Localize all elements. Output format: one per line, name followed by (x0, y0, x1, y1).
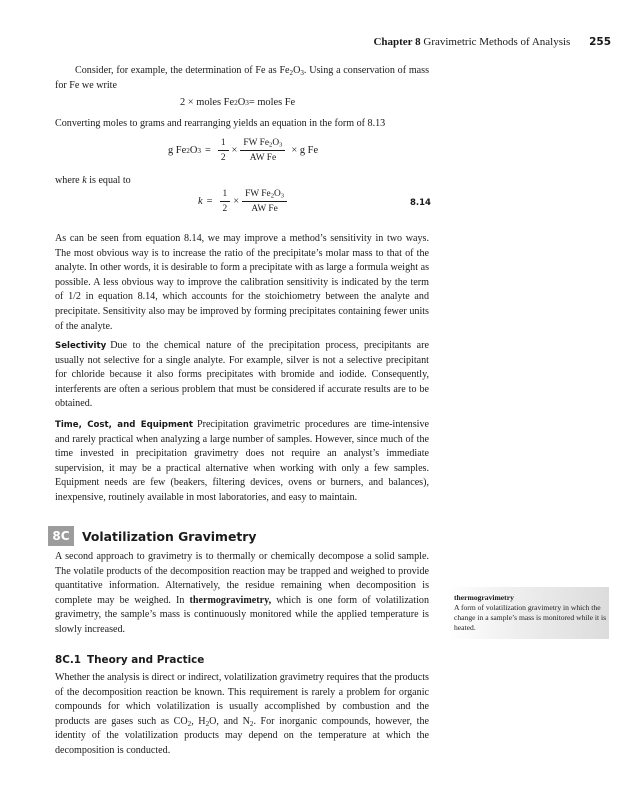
equation-k: k = $\frac{1}{2}$ × $\frac{FW Fe_2O_3}{\text{AW Fe}}$ (198, 188, 290, 215)
chapter-title: Gravimetric Methods of Analysis (423, 36, 571, 48)
time-cost-paragraph: Time, Cost, and Equipment Precipitation gravimetric procedures are time-intensive and rarely practical when analyzing a large number of samples. However, since much of the time invested in precipitation gravimetry does not require an analyst’s immediate supervision, it may be a practical alternative when working with only a few samples. Equipment needs are few (beakers, filtering devices, ovens or burners, and balances), inexpensive, routinely available in most laboratories, and easy to maintain. (55, 419, 429, 503)
section-heading (48, 526, 256, 546)
margin-note (449, 587, 609, 639)
time-cost-heading: Time, Cost, and Equipment (55, 420, 193, 430)
margin-note-definition: A form of volatilization gravimetry in which the change in a sample’s mass is monitored while it is heated. (454, 603, 607, 632)
section-number-badge: 8C (48, 526, 74, 546)
subsection-heading (55, 654, 204, 666)
sensitivity-paragraph: As can be seen from equation 8.14, we may improve a method’s sensitivity in two ways. The most obvious way is to increase the ratio of the precipitate’s molar mass to that of the analyte. In other words, it is desirable to form a precipitate with as large a formula weight as possible. A less obvious way to improve the calibration sensitivity is indicated by the term of 1/2 in equation 8.14, which accounts for the stoichiometry between the analyte and precipitate. Sensitivity also may be improved by forming precipitates containing fewer units of the analyte. (55, 233, 429, 332)
selectivity-paragraph: Selectivity Due to the chemical nature of the precipitation process, precipitants are usually not selective for a single analyte. For example, silver is not a selective precipitant for chloride because it also forms precipitates with bromide and iodide. Consequently, interferents are often a serious problem that must be considered if accurate results are to be obtained. (55, 340, 429, 410)
thermogravimetry-term: thermogravimetry, (189, 594, 272, 606)
equation-moles: 2 × moles Fe 2 O 3 = moles Fe (180, 97, 296, 108)
chapter-label: Chapter 8 (373, 36, 421, 48)
margin-note-term: thermogravimetry (454, 593, 514, 602)
volatilization-paragraph: A second approach to gravimetry is to thermally or chemically decompose a solid sample. The volatile products of the decomposition reaction may be trapped and weighed to provide quantitative information. Alternatively, the residue remaining when decomposition is complete may be weighed. In thermogravimetry, which is one form of volatilization gravimetry, the sample’s mass is continuously monitored while the applied temperature is slowly increased. (55, 551, 429, 635)
intro-paragraph: Consider, for example, the determination of Fe as $Fe_2O_3$. Using a conservation of mass for Fe we write (55, 65, 430, 91)
converting-paragraph: Converting moles to grams and rearranging yields an equation in the form of 8.13 (55, 118, 386, 129)
theory-paragraph: Whether the analysis is direct or indirect, volatilization gravimetry requires that the products of the decomposition reaction be known. This requirement is rarely a problem for organic compounds for which volatilization is usually accomplished by combustion and the products are gases such as $CO_2$, $H_2O$, and $N_2$. For inorganic compounds, however, the identity of the volatilization products may depend on the temperature at which the decomposition is conducted. (55, 672, 429, 756)
equation-number: 8.14 (410, 198, 431, 208)
selectivity-heading: Selectivity (55, 341, 107, 351)
section-title: Volatilization Gravimetry (82, 528, 257, 544)
subsection-title: Theory and Practice (87, 654, 205, 666)
page-number: 255 (589, 36, 611, 48)
equation-mass: g Fe 2 O 3 = $\frac{1}{2}$ × $\frac{FW Fe_2O_3}{\text{AW Fe}}$ × g Fe (168, 138, 319, 163)
running-header (55, 36, 611, 48)
subsection-number: 8C.1 (55, 654, 82, 666)
where-k-line: where k is equal to (55, 175, 131, 186)
